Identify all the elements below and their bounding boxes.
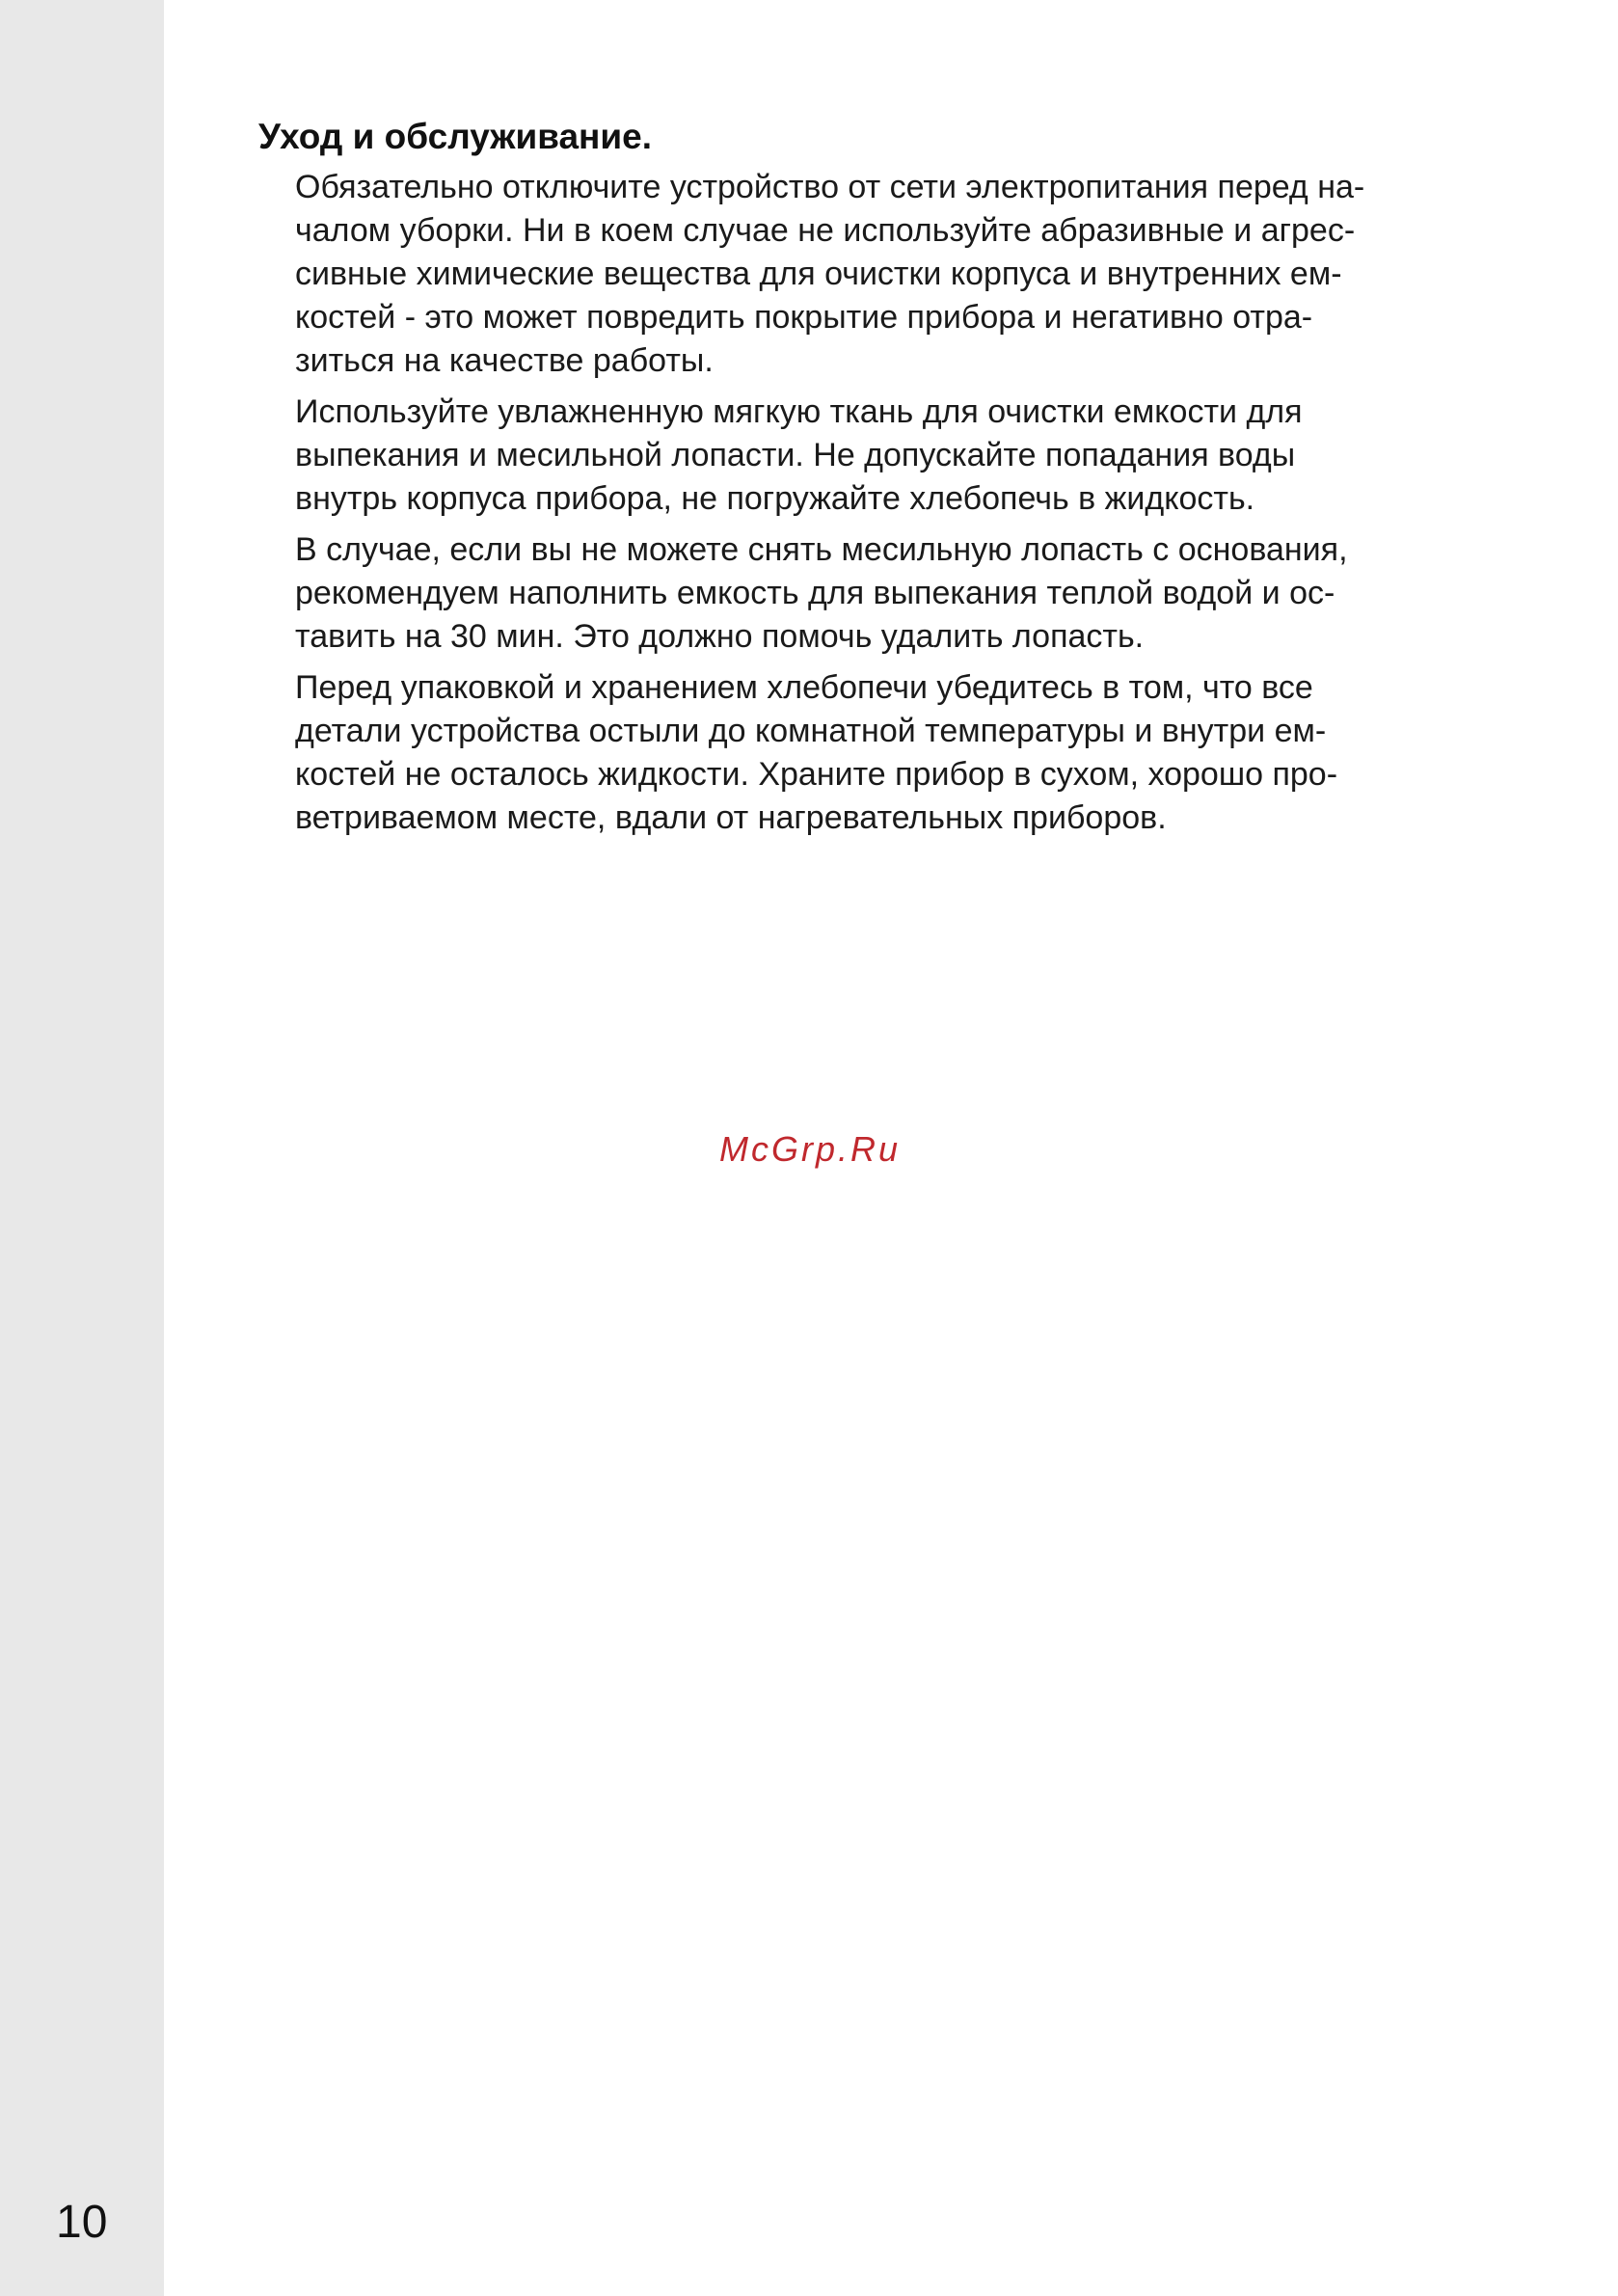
section-title: Уход и обслуживание. <box>258 117 653 156</box>
paragraph-cleaning-cloth <box>295 391 1464 521</box>
watermark-text: McGrp.Ru <box>719 1129 902 1169</box>
paragraph-line: сивные химические вещества для очистки корпуса и внутренних ем- <box>295 256 1342 292</box>
paragraph-line: зиться на качестве работы. <box>295 342 714 379</box>
paragraph-line: костей не осталось жидкости. Храните прибор в сухом, хорошо про- <box>295 756 1338 793</box>
paragraph-storage <box>295 666 1464 840</box>
paragraph-line: В случае, если вы не можете снять месильную лопасть с основания, <box>295 531 1348 568</box>
paragraph-line: ветриваемом месте, вдали от нагревательных приборов. <box>295 799 1167 836</box>
content-area <box>258 114 1464 848</box>
page-number: 10 <box>56 2197 108 2248</box>
paragraph-line: костей - это может повредить покрытие прибора и негативно отра- <box>295 299 1313 336</box>
paragraph-line: внутрь корпуса прибора, не погружайте хлебопечь в жидкость. <box>295 480 1255 517</box>
paragraph-line: выпекания и месильной лопасти. Не допускайте попадания воды <box>295 437 1296 473</box>
paragraph-disconnect-before-cleaning <box>295 166 1464 383</box>
paragraph-line: чалом уборки. Ни в коем случае не используйте абразивные и агрес- <box>295 212 1356 249</box>
paragraph-line: Используйте увлажненную мягкую ткань для очистки емкости для <box>295 393 1303 430</box>
page-side-band <box>0 0 164 2296</box>
paragraph-line: тавить на 30 мин. Это должно помочь удалить лопасть. <box>295 618 1145 655</box>
paragraph-line: Обязательно отключите устройство от сети электропитания перед на- <box>295 169 1365 205</box>
paragraph-line: Перед упаковкой и хранением хлебопечи убедитесь в том, что все <box>295 669 1313 706</box>
paragraph-remove-paddle <box>295 528 1464 659</box>
paragraph-line: рекомендуем наполнить емкость для выпекания теплой водой и ос- <box>295 575 1335 611</box>
paragraph-line: детали устройства остыли до комнатной температуры и внутри ем- <box>295 713 1327 749</box>
